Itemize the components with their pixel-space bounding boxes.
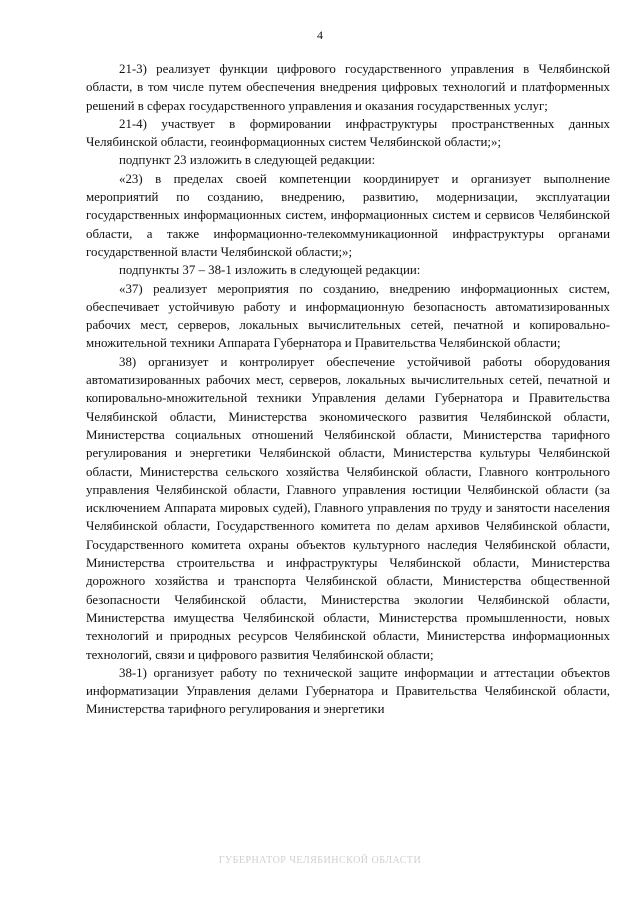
paragraph-instruction-23: подпункт 23 изложить в следующей редакции: <box>119 153 376 168</box>
footer-watermark: ГУБЕРНАТОР ЧЕЛЯБИНСКОЙ ОБЛАСТИ <box>218 855 422 866</box>
paragraph-instruction-37: подпункты 37 – 38-1 изложить в следующей редакции: <box>119 263 421 278</box>
paragraph-38-1: 38-1) организует работу по технической защите информации и аттестации объектов информатизации Управления делами Губернатора и Правительства Челябинской области, Министерства тарифного регулирования и энергетики <box>86 665 610 717</box>
paragraph-38: 38) организует и контролирует обеспечение устойчивой работы оборудования автоматизированных рабочих мест, серверов, локальных вычислительных сетей, печатной и копировально-множительной техники Управления делами Губернатора и Правительства Челябинской области, Министерства экономического развития Челябинской области, Министерства социальных отношений Челябинской области, Министерства тарифного регулирования и энергетики Челябинской области, Министерства культуры Челябинской области, Министерства сельского хозяйства Челябинской области, Главного контрольного управления Челябинской области, Главного управления юстиции Челябинской области (за исключением Аппарата мировых судей), Главного управления по труду и занятости населения Челябинской области, Государственного комитета по делам архивов Челябинской области, Государственного комитета охраны объектов культурного наследия Челябинской области, Министерства строительства и инфраструктуры Челябинской области, Министерства дорожного хозяйства и транспорта Челябинской области, Министерства общественной безопасности Челябинской области, Министерства экологии Челябинской области, Министерства имущества Челябинской области, Министерства промышленности, новых технологий и природных ресурсов Челябинской области, Министерства информационных технологий, связи и цифрового развития Челябинской области; <box>86 354 610 662</box>
paragraph-23: «23) в пределах своей компетенции координирует и организует выполнение мероприятий по созданию, внедрению, развитию, модернизации, эксплуатации государственных информационных систем, информационных систем и сервисов Челябинской области, а также информационно-телекоммуникационной инфраструктуры органами государственной власти Челябинской области;»; <box>86 171 610 259</box>
paragraph-21-4: 21-4) участвует в формировании инфраструктуры пространственных данных Челябинской области, геоинформационных систем Челябинской области;»; <box>86 116 610 150</box>
paragraph-21-3: 21-3) реализует функции цифрового государственного управления в Челябинской области, в том числе путем обеспечения внедрения цифровых технологий и платформенных решений в сферах государственного управления и оказания государственных услуг; <box>86 62 610 113</box>
document-body <box>86 60 610 719</box>
paragraph-37: «37) реализует мероприятия по созданию, внедрению информационных систем, обеспечивает устойчивую работу и информационную безопасность автоматизированных рабочих мест, серверов, локальных вычислительных сетей, печатной и копировально-множительной техники Аппарата Губернатора и Правительства Челябинской области; <box>86 281 610 351</box>
page-number: 4 <box>317 28 323 42</box>
